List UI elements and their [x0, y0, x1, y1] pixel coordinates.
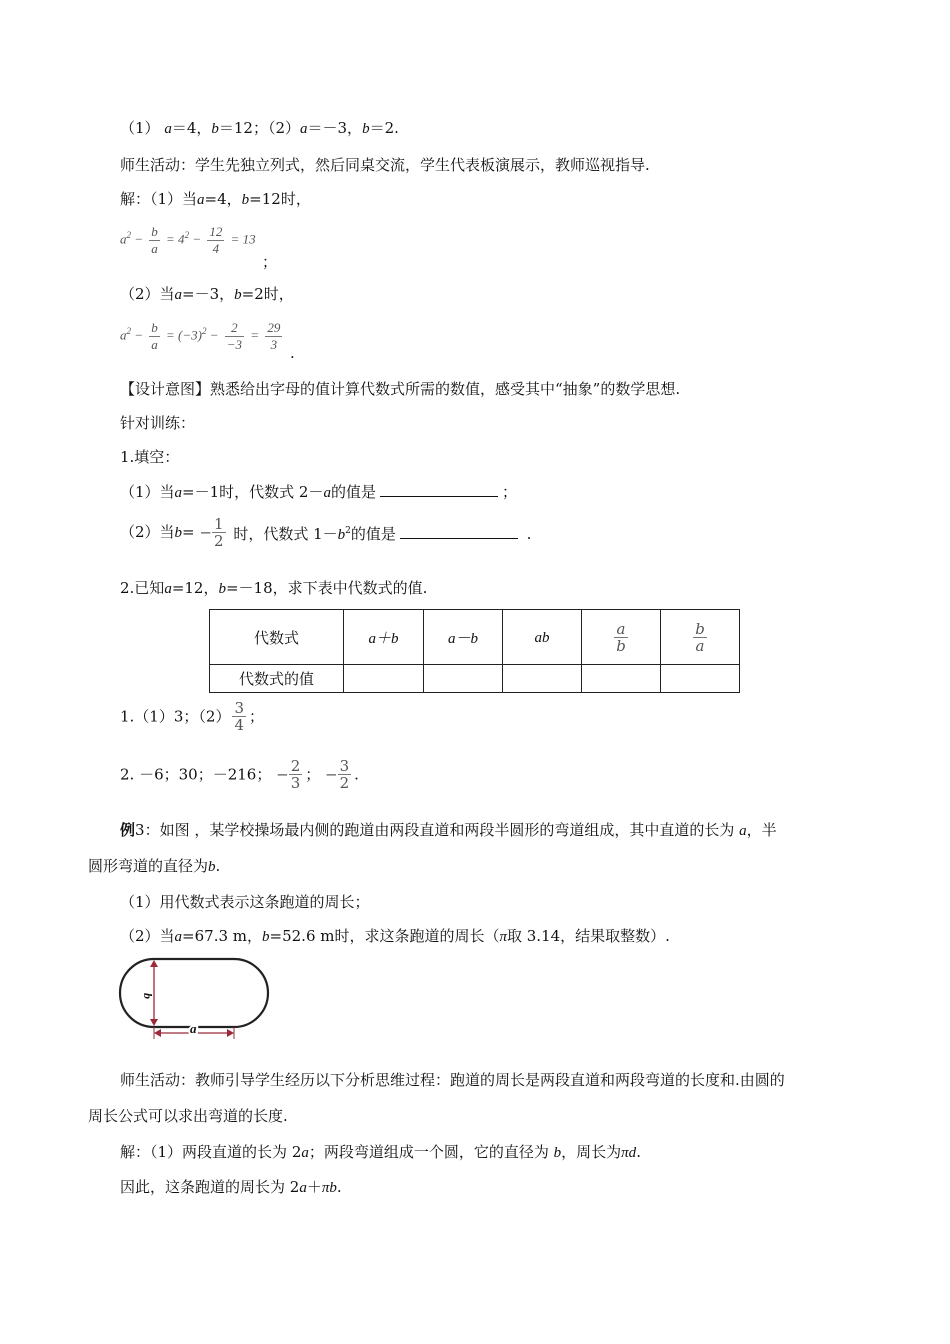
equation-2: $a^2$ − $\frac{b}{a}$ = $(-3)^2$ − $\frac{2}{-3}$ = $\frac{29}{3}$	[120, 320, 281, 352]
table-cell[interactable]	[424, 665, 503, 693]
running-track-figure	[118, 953, 278, 1043]
table-cell[interactable]	[503, 665, 582, 693]
example-3-question-2: （2）当a=67.3 m，b=52.6 m时，求这条跑道的周长（π取 3.14，结果取整数）.	[120, 927, 670, 945]
solution-2-heading: （2）当a=－3，b=2时，	[120, 285, 294, 303]
table-header-cell: 代数式	[210, 610, 344, 665]
arrow-left	[154, 1029, 161, 1037]
answer-blank[interactable]	[400, 524, 518, 539]
table-header-cell: a－b	[424, 610, 503, 665]
example-3-line-2: 圆形弯道的直径为b.	[88, 857, 221, 875]
solution-4: 因此，这条跑道的周长为 2a＋πb.	[120, 1178, 342, 1196]
equation-2-end: .	[290, 344, 295, 362]
arrow-down	[150, 1019, 158, 1026]
question-1b: （2）当b= − $\frac{1}{2}$ 时，代数式 $1-b^2$的值是 .	[120, 515, 532, 550]
table-cell[interactable]	[344, 665, 424, 693]
example-3-line-1: 例3：如图 ，某学校操场最内侧的跑道由两段直道和两段半圆形的弯道组成，其中直道的长为 a，半	[120, 821, 777, 839]
table-cell[interactable]	[661, 665, 740, 693]
solution-3: 解：（1）两段直道的长为 2a；两段弯道组成一个圆，它的直径为 b，周长为πd.	[120, 1143, 641, 1161]
teacher-student-activity-1: 师生活动：学生先独立列式，然后同桌交流，学生代表板演展示，教师巡视指导.	[120, 156, 650, 174]
equation-1: $a^2$ − $\frac{b}{a}$ = $4^2$ − $\frac{12}{4}$ = 13	[120, 224, 256, 256]
question-1-heading: 1.填空：	[120, 448, 180, 466]
design-intent: 【设计意图】熟悉给出字母的值计算代数式所需的数值，感受其中“抽象”的数学思想.	[120, 380, 681, 398]
arrow-right	[227, 1029, 234, 1037]
table-cell: 代数式的值	[210, 665, 344, 693]
expression-value-table	[209, 609, 740, 693]
teacher-student-activity-2: 师生活动：教师引导学生经历以下分析思维过程：跑道的周长是两段直道和两段弯道的长度和.由圆的	[120, 1071, 785, 1089]
table-header-cell: a＋b	[344, 610, 424, 665]
table-header-cell: $\frac{a}{b}$	[582, 610, 661, 665]
solution-1-heading: 解：（1）当a=4，b=12时，	[120, 190, 311, 208]
example-3-question-1: （1）用代数式表示这条跑道的周长；	[120, 893, 370, 911]
arrow-up	[150, 960, 158, 967]
answer-blank[interactable]	[380, 482, 498, 497]
practice-heading: 针对训练：	[120, 414, 196, 432]
equation-1-end: ；	[262, 253, 278, 271]
exercise-values-line: （1） a＝4，b＝12；（2）a＝－3，b＝2.	[120, 119, 399, 137]
table-cell[interactable]	[582, 665, 661, 693]
label-b: b	[141, 993, 155, 999]
question-2: 2.已知a=12，b=－18，求下表中代数式的值.	[120, 579, 428, 597]
label-a: a	[190, 1021, 197, 1036]
question-1a: （1）当a=－1时，代数式 2－a的值是 ；	[120, 483, 518, 501]
teacher-student-activity-2-cont: 周长公式可以求出弯道的长度.	[88, 1107, 288, 1125]
table-row	[210, 665, 740, 693]
table-header-cell: $\frac{b}{a}$	[661, 610, 740, 665]
table-header-cell: ab	[503, 610, 582, 665]
answer-2: 2. －6；30；－216； − $\frac{2}{3}$ ； − $\frac{3}{2}$ .	[120, 757, 359, 792]
table-row	[210, 610, 740, 665]
answer-1: 1.（1）3；（2） $\frac{3}{4}$ ；	[120, 699, 265, 734]
